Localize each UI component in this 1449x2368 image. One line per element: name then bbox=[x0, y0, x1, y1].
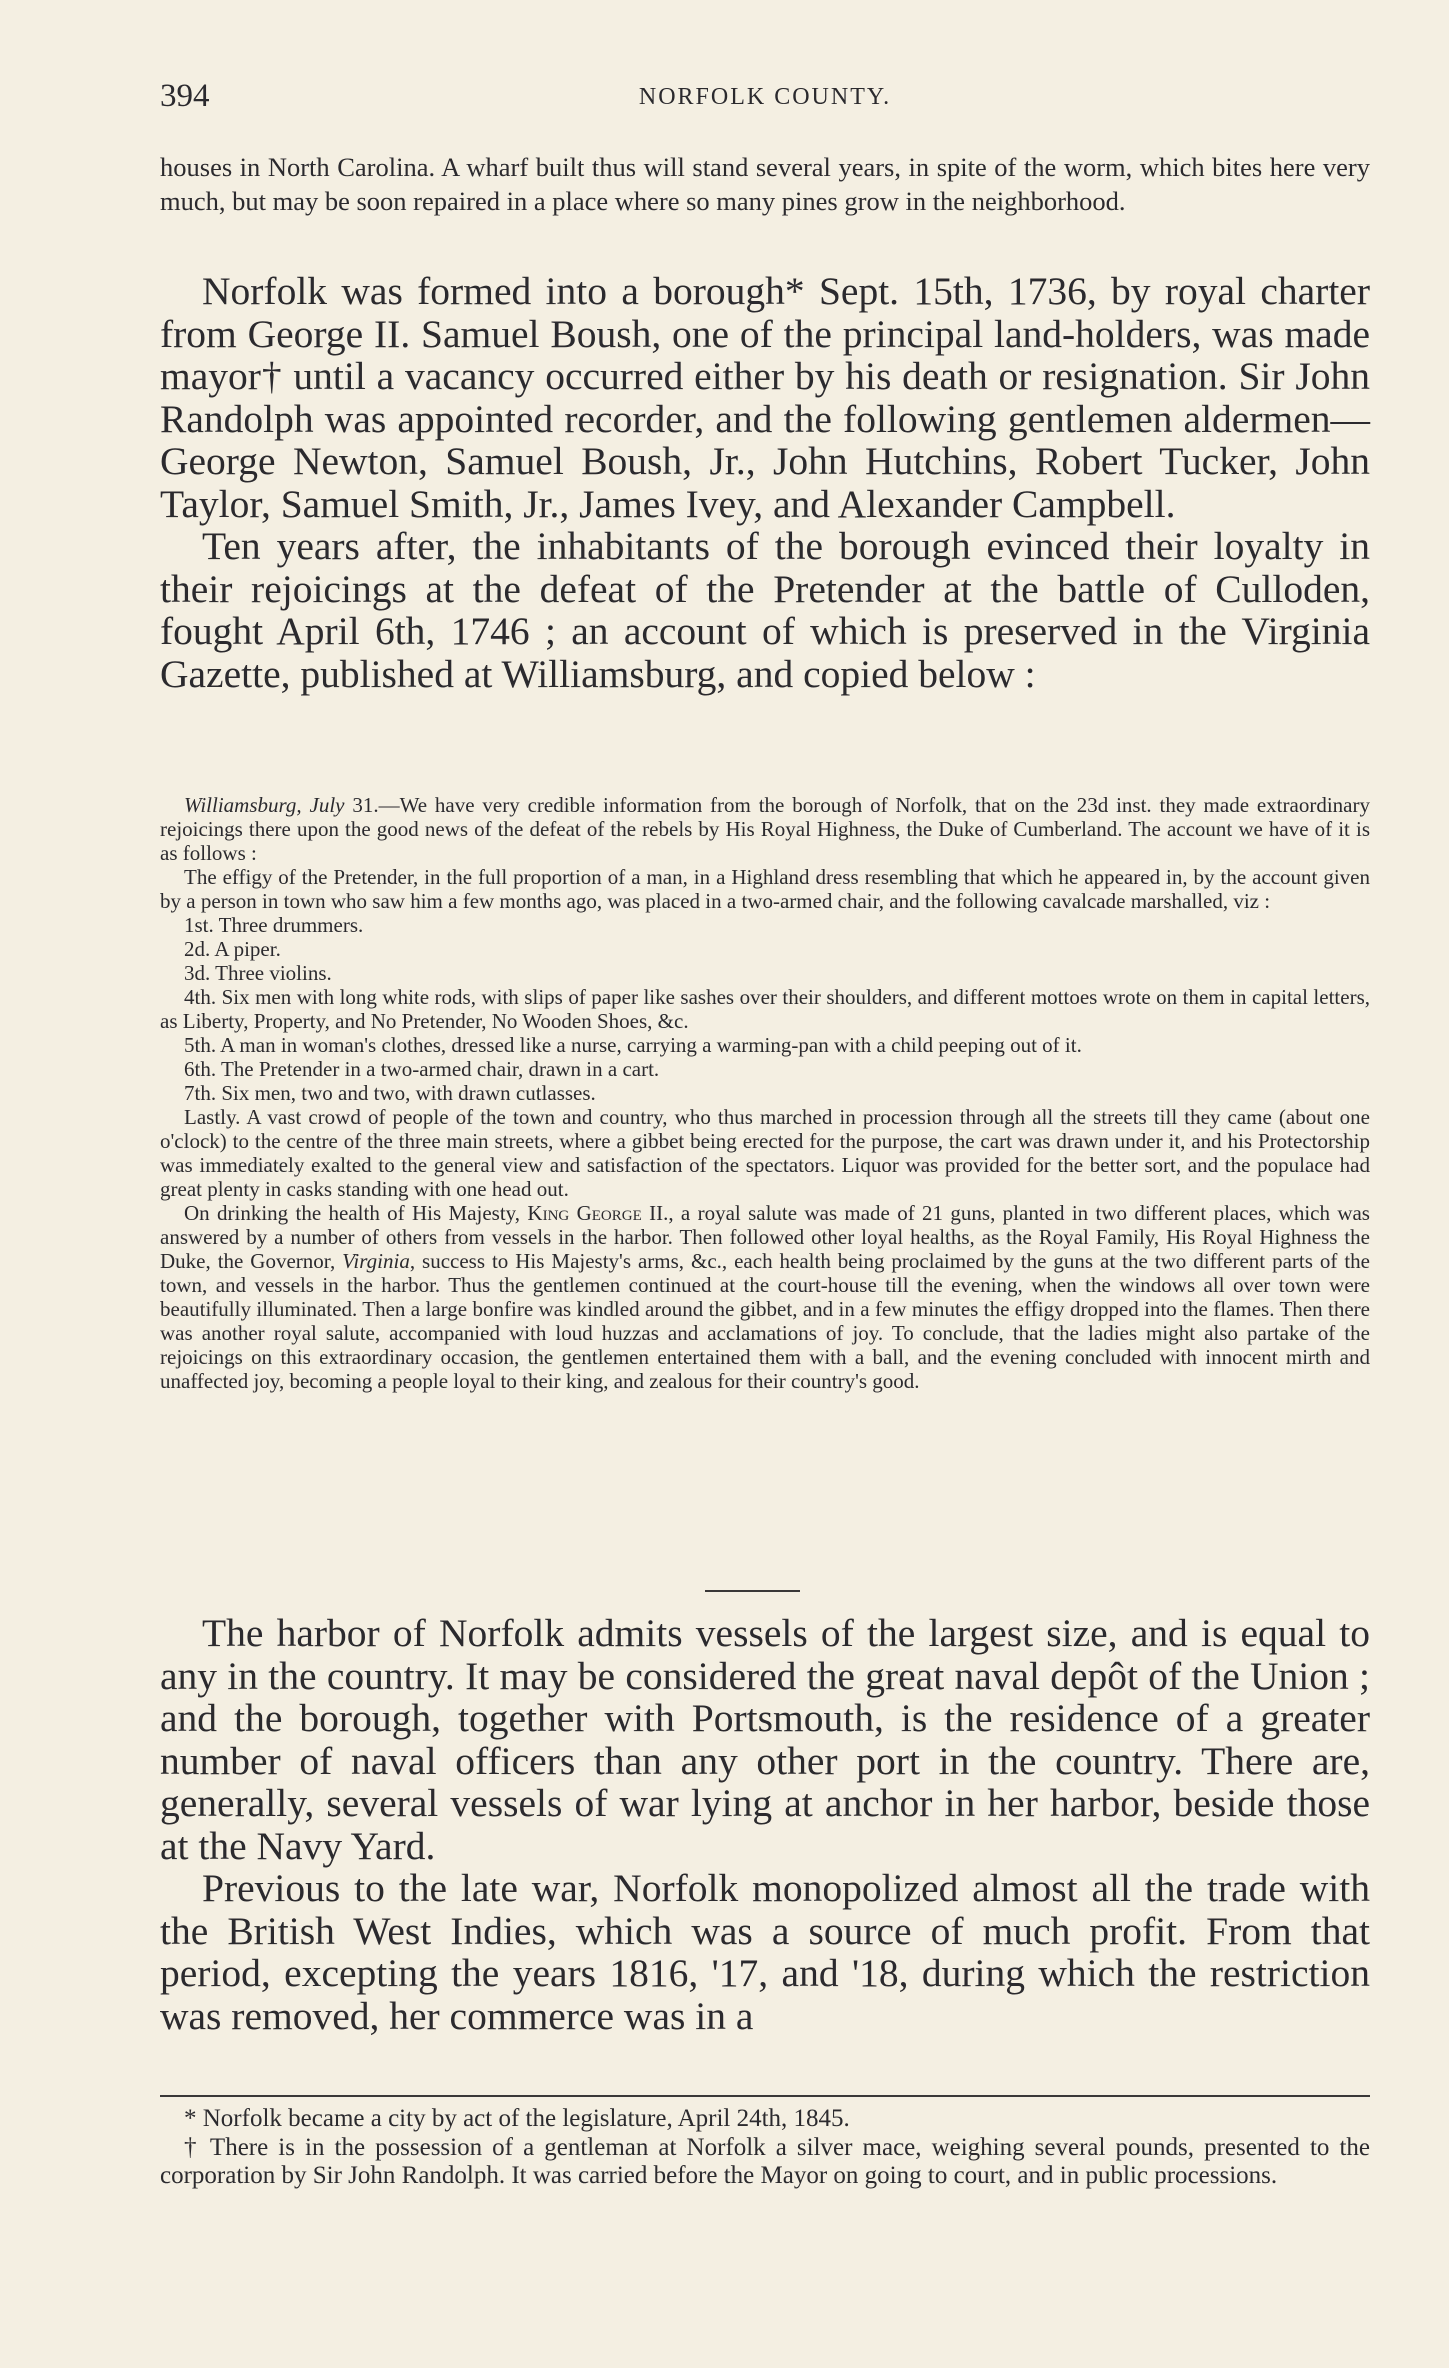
effigy-paragraph: The effigy of the Pretender, in the full proportion of a man, in a Highland dress resembling that which he appeared in, by the account given by a person in town who saw him a few months ago, was placed in a two-armed chair, and the following cavalcade marshalled, viz : bbox=[160, 865, 1370, 913]
footnote-ref-dagger: † bbox=[260, 354, 283, 398]
procession-item: 6th. The Pretender in a two-armed chair, drawn in a cart. bbox=[184, 1057, 660, 1081]
borough-text-start: Norfolk was formed into a borough bbox=[202, 269, 785, 313]
borough-text-end: until a vacancy occurred either by his death or resignation. Sir John Randolph was appointed recorder, and the following gentlemen aldermen—George Newton, Samuel Boush, Jr., John Hutchins, Robert Tucker, John Taylor, Samuel Smith, Jr., James Ivey, and Alexander Campbell. bbox=[160, 354, 1370, 526]
procession-item: 4th. Six men with long white rods, with slips of paper like sashes over their shoulders, and different mottoes wrote on them in capital letters, as Liberty, Property, and No Pretender, No Wooden Shoes, &c. bbox=[160, 985, 1370, 1033]
page-number: 394 bbox=[160, 78, 210, 114]
gazette-dateline: Williamsburg, July bbox=[184, 793, 345, 817]
toast-text-middle: II., a royal salute was made of 21 guns, planted in two different places, which was answered by a number of others from vessels in the harbor. Then followed other loyal healths, as the Royal Family, His Royal Highness the Duke, the Governor, bbox=[160, 1201, 1370, 1273]
footnote-ref-star: * bbox=[784, 269, 805, 313]
gazette-opening bbox=[160, 793, 1370, 865]
intro-paragraph: houses in North Carolina. A wharf built thus will stand several years, in spite of the worm, which bites here very much, but may be soon repaired in a place where so many pines grow in the neighborhood. bbox=[160, 152, 1370, 216]
footnote-divider bbox=[160, 2095, 1370, 2097]
culloden-paragraph: Ten years after, the inhabitants of the borough evinced their loyalty in their rejoicings at the defeat of the Pretender at the battle of Culloden, fought April 6th, 1746 ; an account of which is preserved in the Virginia Gazette, published at Williamsburg, and copied below : bbox=[160, 524, 1370, 696]
harbor-paragraph: The harbor of Norfolk admits vessels of the largest size, and is equal to any in the country. It may be considered the great naval depôt of the Union ; and the borough, together with Portsmouth, is the residence of a greater number of naval officers than any other port in the country. There are, generally, several vessels of war lying at anchor in her harbor, beside those at the Navy Yard. bbox=[160, 1611, 1370, 1868]
toast-text-start: On drinking the health of His Majesty, bbox=[184, 1201, 528, 1225]
borough-text-middle: Sept. 15th, 1736, by royal charter from George II. Samuel Boush, one of the principal land-holders, was made mayor bbox=[160, 269, 1370, 398]
procession-item: 1st. Three drummers. bbox=[184, 913, 364, 937]
king-name: King George bbox=[527, 1201, 642, 1225]
main-text-upper bbox=[160, 270, 1370, 695]
page-header bbox=[160, 78, 1370, 118]
borough-paragraph bbox=[160, 270, 1370, 525]
lastly-paragraph: Lastly. A vast crowd of people of the town and country, who thus marched in procession through all the streets till they came (about one o'clock) to the centre of the three main streets, where a gibbet being erected for the purpose, the cart was drawn under it, and his Protectorship was immediately exalted to the general view and satisfaction of the spectators. Liquor was provided for the better sort, and the populace had great plenty in casks standing with one head out. bbox=[160, 1105, 1370, 1201]
gazette-opening-text: 31.—We have very credible information from the borough of Norfolk, that on the 23d inst. they made extraordinary rejoicings there upon the good news of the defeat of the rebels by His Royal Highness, the Duke of Cumberland. The account we have of it is as follows : bbox=[160, 793, 1370, 865]
footnote-dagger: † There is in the possession of a gentleman at Norfolk a silver mace, weighing several pounds, presented to the corporation by Sir John Randolph. It was carried before the Mayor on going to court, and in public processions. bbox=[160, 2133, 1370, 2189]
running-head: NORFOLK COUNTY. bbox=[638, 84, 892, 110]
footnotes bbox=[160, 2105, 1370, 2191]
toast-text-end: , success to His Majesty's arms, &c., each health being proclaimed by the guns at the two different parts of the town, and vessels in the harbor. Thus the gentlemen continued at the court-house till the evening, when the windows all over town were beautifully illuminated. Then a large bonfire was kindled around the gibbet, and in a few minutes the effigy dropped into the flames. Then there was another royal salute, accompanied with loud huzzas and acclamations of joy. To conclude, that the ladies might also partake of the rejoicings on this extraordinary occasion, the gentlemen entertained them with a ball, and the evening concluded with innocent mirth and unaffected joy, becoming a people loyal to their king, and zealous for their country's good. bbox=[160, 1249, 1370, 1393]
procession-item: 7th. Six men, two and two, with drawn cutlasses. bbox=[184, 1081, 596, 1105]
main-text-lower bbox=[160, 1612, 1370, 2037]
toast-paragraph bbox=[160, 1201, 1370, 1393]
intro-block bbox=[160, 150, 1370, 218]
gazette-extract bbox=[160, 793, 1370, 1393]
procession-item: 2d. A piper. bbox=[184, 937, 281, 961]
procession-item: 3d. Three violins. bbox=[184, 961, 332, 985]
procession-item: 5th. A man in woman's clothes, dressed like a nurse, carrying a warming-pan with a child peeping out of it. bbox=[184, 1033, 1082, 1057]
toast-colony: Virginia bbox=[342, 1249, 410, 1273]
footnote-star: * Norfolk became a city by act of the legislature, April 24th, 1845. bbox=[184, 2105, 850, 2132]
section-divider bbox=[705, 1590, 800, 1592]
trade-paragraph: Previous to the late war, Norfolk monopolized almost all the trade with the British West Indies, which was a source of much profit. From that period, excepting the years 1816, '17, and '18, during which the restriction was removed, her commerce was in a bbox=[160, 1866, 1370, 2038]
